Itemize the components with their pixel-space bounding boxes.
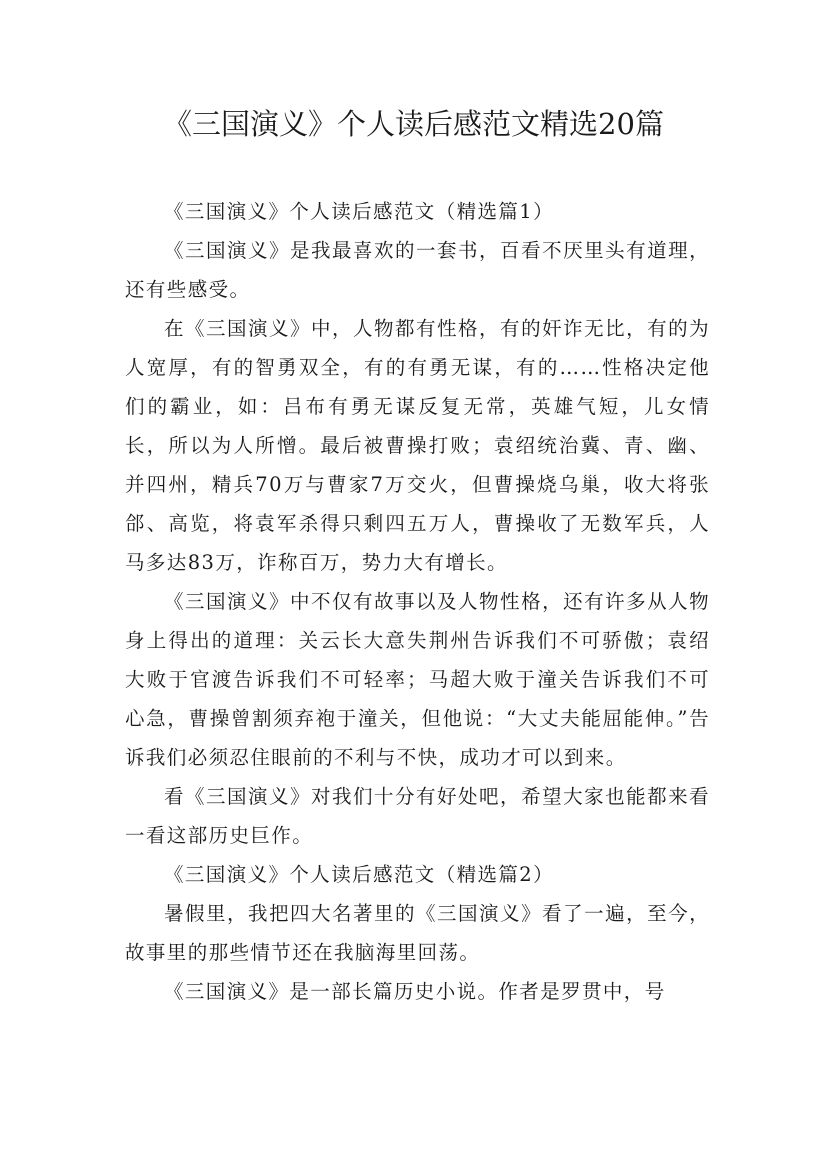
paragraph: 看《三国演义》对我们十分有好处吧，希望大家也能都来看一看这部历史巨作。 [125, 785, 710, 847]
paragraph: 暑假里，我把四大名著里的《三国演义》看了一遍，至今，故事里的那些情节还在我脑海里回荡。 [125, 902, 710, 964]
document-body [125, 192, 710, 1011]
paragraph: 《三国演义》是我最喜欢的一套书，百看不厌里头有道理，还有些感受。 [125, 239, 710, 301]
paragraph: 《三国演义》中不仅有故事以及人物性格，还有许多从人物身上得出的道理：关云长大意失荆州告诉我们不可骄傲；袁绍大败于官渡告诉我们不可轻率；马超大败于潼关告诉我们不可心急，曹操曾割须弃袍于潼关，但他说：“大丈夫能屈能伸。”告诉我们必须忍住眼前的不利与不快，成功才可以到来。 [125, 590, 710, 769]
section-heading: 《三国演义》个人读后感范文（精选篇2） [164, 863, 555, 886]
paragraph: 在《三国演义》中，人物都有性格，有的奸诈无比，有的为人宽厚，有的智勇双全，有的有勇无谋，有的……性格决定他们的霸业，如：吕布有勇无谋反复无常，英雄气短，儿女情长，所以为人所憎。最后被曹操打败；袁绍统治冀、青、幽、并四州，精兵70万与曹家7万交火，但曹操烧乌巢，收大将张郃、高览，将袁军杀得只剩四五万人，曹操收了无数军兵，人马多达83万，诈称百万，势力大有增长。 [125, 317, 710, 574]
document-title: 《三国演义》个人读后感范文精选20篇 [163, 107, 664, 141]
paragraph: 《三国演义》是一部长篇历史小说。作者是罗贯中，号 [164, 980, 666, 1003]
section-heading: 《三国演义》个人读后感范文（精选篇1） [164, 200, 555, 223]
